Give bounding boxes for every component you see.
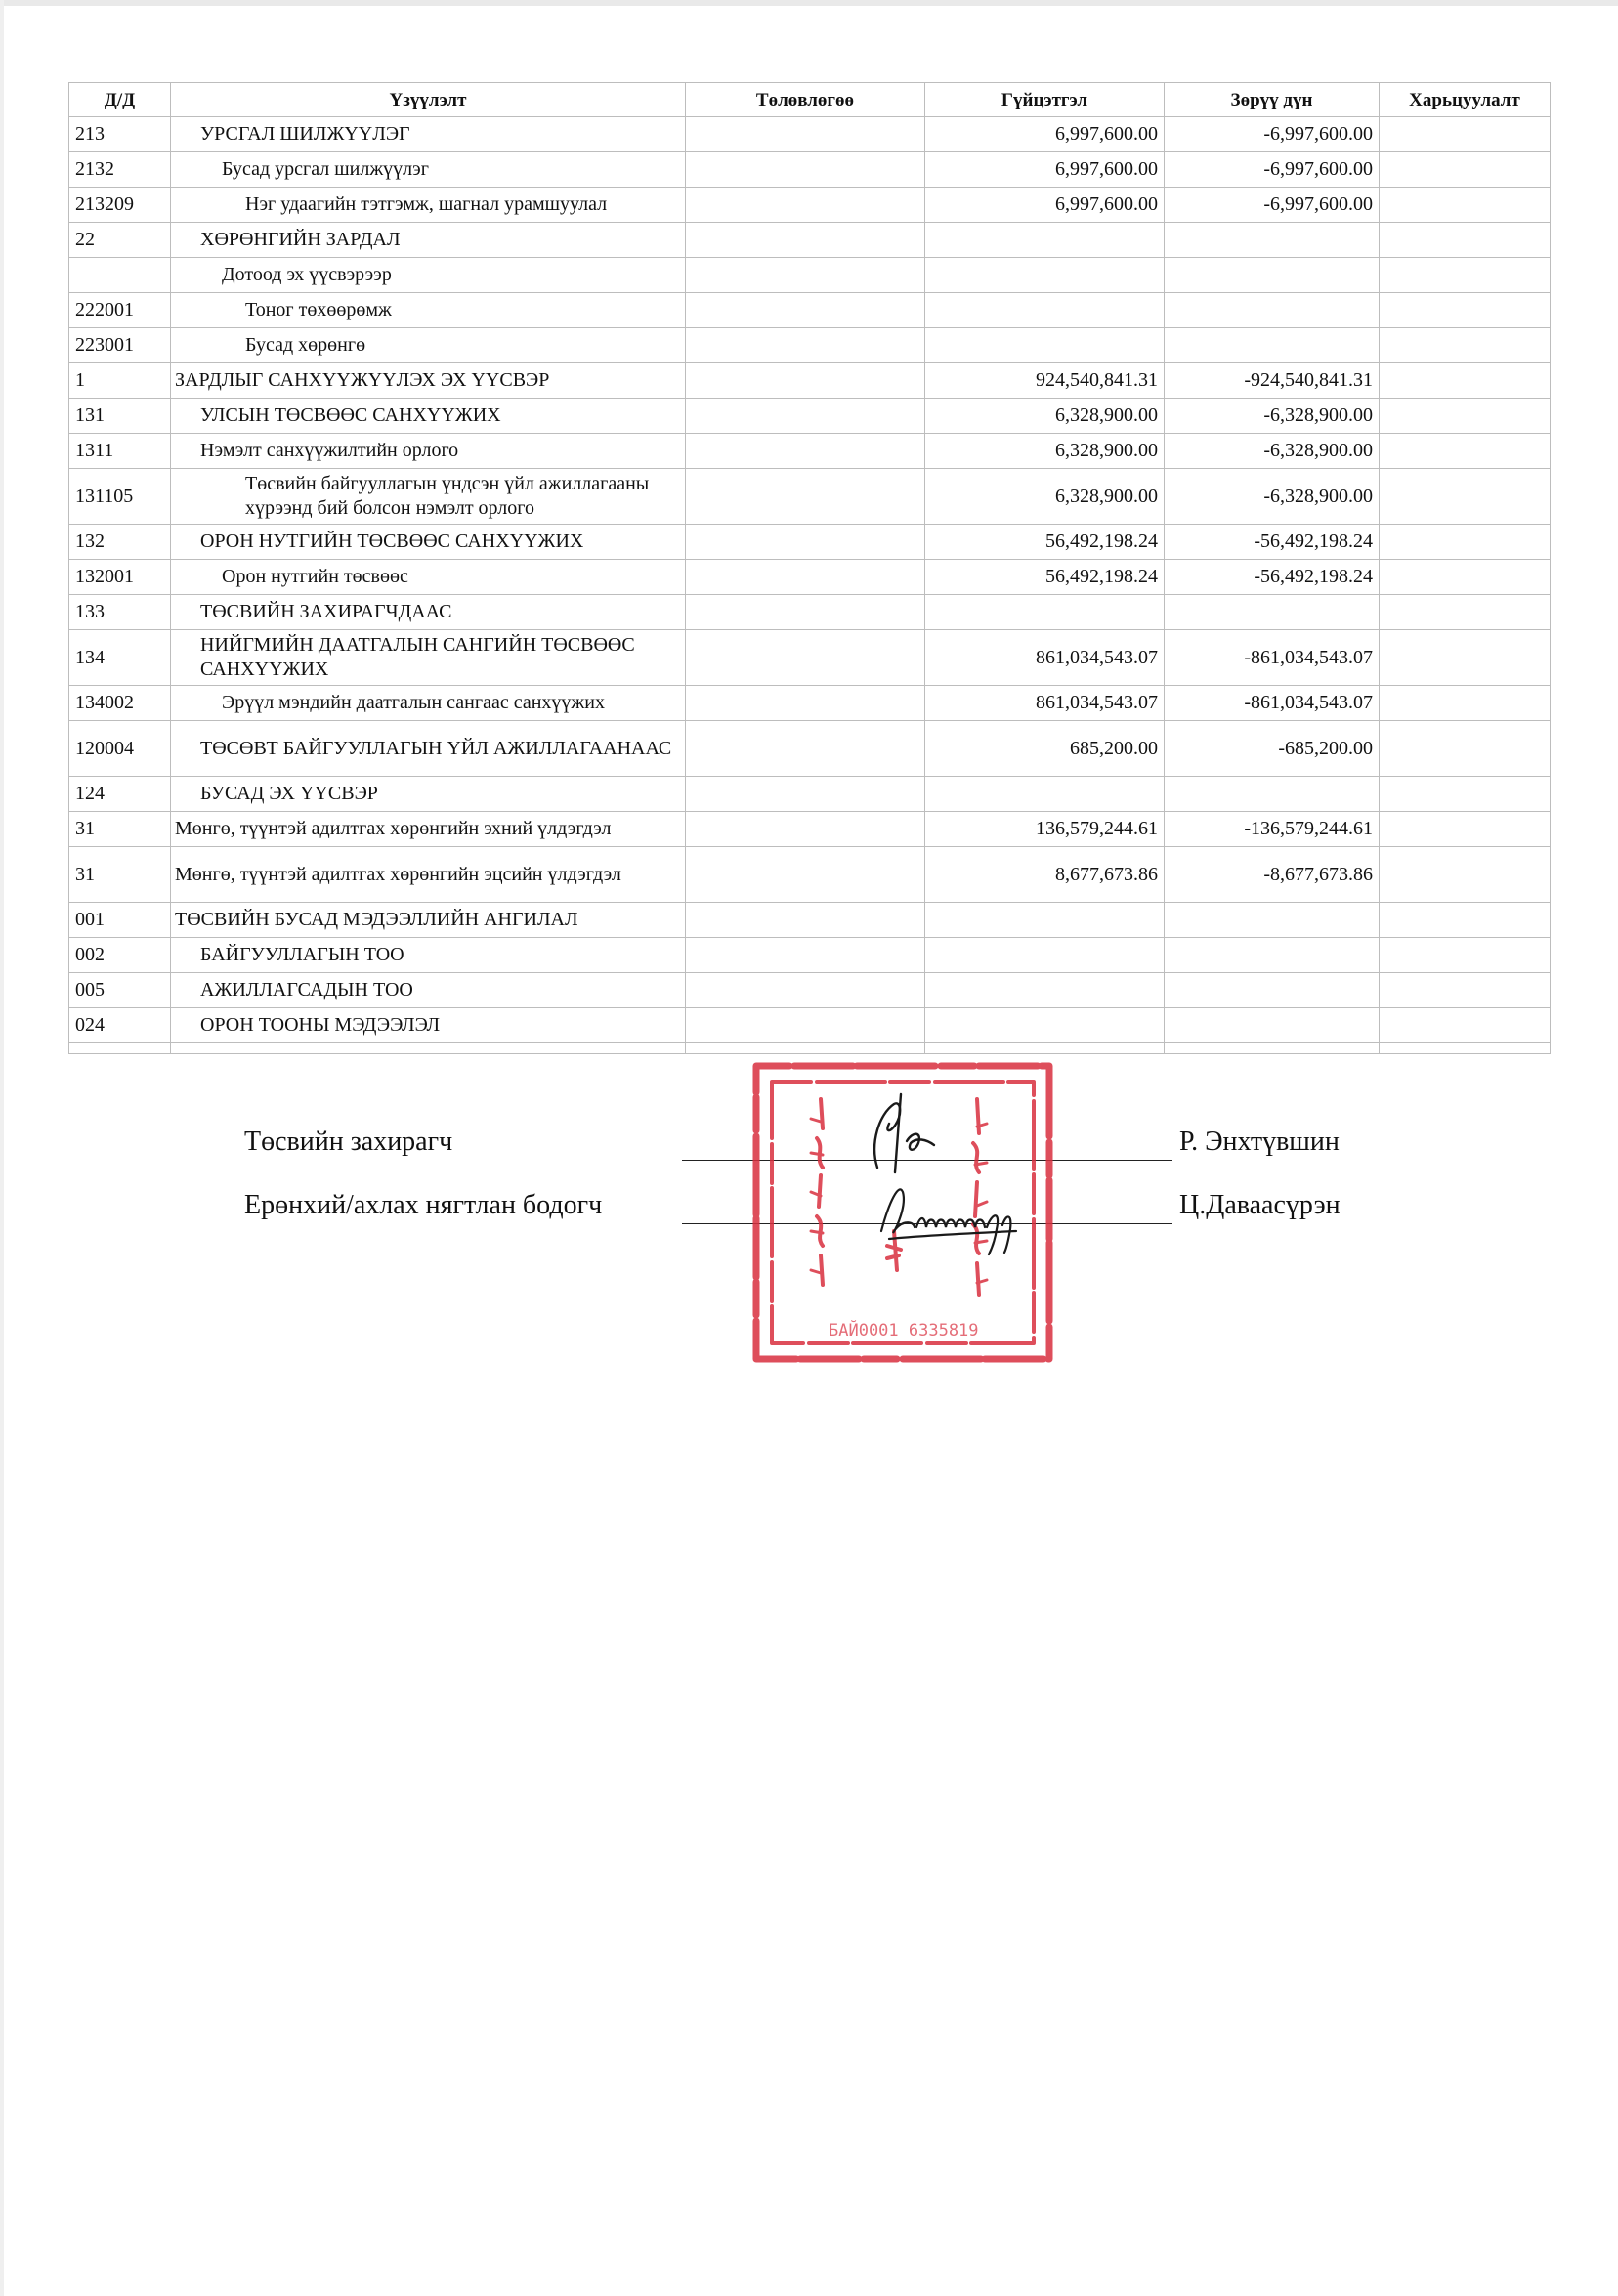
accountant-name: Ц.Даваасүрэн: [1179, 1190, 1341, 1220]
row-indicator-cell: Нэг удаагийн тэтгэмж, шагнал урамшуулал: [171, 188, 686, 223]
row-difference-cell: [1165, 1008, 1380, 1043]
row-actual-cell: [925, 258, 1165, 293]
row-indicator-cell: БАЙГУУЛЛАГЫН ТОО: [171, 938, 686, 973]
row-comparison-cell: [1380, 328, 1551, 363]
row-comparison-cell: [1380, 812, 1551, 847]
row-indicator-cell: БУСАД ЭХ ҮҮСВЭР: [171, 777, 686, 812]
row-difference-cell: -924,540,841.31: [1165, 363, 1380, 399]
tail-cell: [1380, 1043, 1551, 1054]
row-difference-cell: -136,579,244.61: [1165, 812, 1380, 847]
row-difference-cell: [1165, 938, 1380, 973]
row-plan-cell: [686, 399, 925, 434]
row-comparison-cell: [1380, 188, 1551, 223]
row-plan-cell: [686, 1008, 925, 1043]
row-indicator-cell: Бусад урсгал шилжүүлэг: [171, 152, 686, 188]
tail-cell: [1165, 1043, 1380, 1054]
row-plan-cell: [686, 973, 925, 1008]
row-plan-cell: [686, 630, 925, 686]
table-row: [69, 1008, 1551, 1043]
row-indicator-cell: ХӨРӨНГИЙН ЗАРДАЛ: [171, 223, 686, 258]
row-difference-cell: [1165, 777, 1380, 812]
row-difference-cell: -56,492,198.24: [1165, 560, 1380, 595]
row-actual-cell: 924,540,841.31: [925, 363, 1165, 399]
row-indicator-cell: Мөнгө, түүнтэй адилтгах хөрөнгийн эцсийн үлдэгдэл: [171, 847, 686, 903]
table-row: [69, 188, 1551, 223]
row-plan-cell: [686, 812, 925, 847]
table-row: [69, 595, 1551, 630]
row-indicator-cell: ТӨСӨВТ БАЙГУУЛЛАГЫН ҮЙЛ АЖИЛЛАГААНААС: [171, 721, 686, 777]
budget-report-table: [68, 82, 1551, 1054]
table-row: [69, 686, 1551, 721]
row-comparison-cell: [1380, 560, 1551, 595]
row-plan-cell: [686, 686, 925, 721]
row-code-cell: 213: [69, 117, 171, 152]
column-header-actual: Гүйцэтгэл: [925, 83, 1165, 117]
table-row: [69, 938, 1551, 973]
row-actual-cell: 861,034,543.07: [925, 686, 1165, 721]
row-comparison-cell: [1380, 686, 1551, 721]
column-header-plan: Төлөвлөгөө: [686, 83, 925, 117]
table-row: [69, 399, 1551, 434]
row-plan-cell: [686, 434, 925, 469]
row-difference-cell: [1165, 973, 1380, 1008]
row-actual-cell: [925, 293, 1165, 328]
row-actual-cell: 6,328,900.00: [925, 399, 1165, 434]
row-code-cell: 001: [69, 903, 171, 938]
table-row: [69, 152, 1551, 188]
row-difference-cell: [1165, 293, 1380, 328]
row-difference-cell: [1165, 258, 1380, 293]
row-code-cell: 223001: [69, 328, 171, 363]
row-comparison-cell: [1380, 973, 1551, 1008]
row-difference-cell: -861,034,543.07: [1165, 686, 1380, 721]
row-difference-cell: -6,328,900.00: [1165, 399, 1380, 434]
row-code-cell: 002: [69, 938, 171, 973]
column-header-difference: Зөрүү дүн: [1165, 83, 1380, 117]
column-header-indicator: Үзүүлэлт: [171, 83, 686, 117]
row-plan-cell: [686, 938, 925, 973]
row-plan-cell: [686, 560, 925, 595]
table-row: [69, 812, 1551, 847]
tail-cell: [171, 1043, 686, 1054]
row-difference-cell: -6,328,900.00: [1165, 434, 1380, 469]
row-difference-cell: [1165, 328, 1380, 363]
table-header-row: [69, 83, 1551, 117]
row-indicator-cell: Тоног төхөөрөмж: [171, 293, 686, 328]
row-comparison-cell: [1380, 293, 1551, 328]
row-actual-cell: 6,997,600.00: [925, 188, 1165, 223]
row-indicator-cell: ОРОН ТООНЫ МЭДЭЭЛЭЛ: [171, 1008, 686, 1043]
row-code-cell: 005: [69, 973, 171, 1008]
row-actual-cell: 6,328,900.00: [925, 434, 1165, 469]
stamp-serial: БАЙ0001 6335819: [829, 1321, 979, 1340]
row-indicator-cell: Төсвийн байгууллагын үндсэн үйл ажиллагааны хүрээнд бий болсон нэмэлт орлого: [171, 469, 686, 525]
row-comparison-cell: [1380, 117, 1551, 152]
row-indicator-cell: Нэмэлт санхүүжилтийн орлого: [171, 434, 686, 469]
table-row: [69, 525, 1551, 560]
row-indicator-cell: Орон нутгийн төсвөөс: [171, 560, 686, 595]
row-code-cell: 22: [69, 223, 171, 258]
row-plan-cell: [686, 847, 925, 903]
row-code-cell: 024: [69, 1008, 171, 1043]
row-actual-cell: [925, 973, 1165, 1008]
row-comparison-cell: [1380, 938, 1551, 973]
row-indicator-cell: Дотоод эх үүсвэрээр: [171, 258, 686, 293]
row-code-cell: 132001: [69, 560, 171, 595]
row-actual-cell: 136,579,244.61: [925, 812, 1165, 847]
row-code-cell: 1311: [69, 434, 171, 469]
row-actual-cell: 6,997,600.00: [925, 117, 1165, 152]
row-plan-cell: [686, 293, 925, 328]
row-comparison-cell: [1380, 258, 1551, 293]
accountant-signature: [870, 1172, 1036, 1260]
row-code-cell: 1: [69, 363, 171, 399]
row-indicator-cell: АЖИЛЛАГСАДЫН ТОО: [171, 973, 686, 1008]
row-code-cell: 31: [69, 847, 171, 903]
row-comparison-cell: [1380, 847, 1551, 903]
table-body: [69, 117, 1551, 1054]
tail-cell: [925, 1043, 1165, 1054]
table-row: [69, 903, 1551, 938]
row-indicator-cell: УЛСЫН ТӨСВӨӨС САНХҮҮЖИХ: [171, 399, 686, 434]
row-code-cell: 134: [69, 630, 171, 686]
row-comparison-cell: [1380, 721, 1551, 777]
row-indicator-cell: Бусад хөрөнгө: [171, 328, 686, 363]
row-difference-cell: -685,200.00: [1165, 721, 1380, 777]
table-row: [69, 721, 1551, 777]
row-code-cell: 131: [69, 399, 171, 434]
row-plan-cell: [686, 258, 925, 293]
table-row: [69, 117, 1551, 152]
row-comparison-cell: [1380, 152, 1551, 188]
row-actual-cell: [925, 223, 1165, 258]
row-comparison-cell: [1380, 595, 1551, 630]
row-code-cell: 2132: [69, 152, 171, 188]
row-plan-cell: [686, 469, 925, 525]
tail-cell: [686, 1043, 925, 1054]
row-comparison-cell: [1380, 399, 1551, 434]
scan-top-edge: [0, 0, 1618, 6]
row-plan-cell: [686, 363, 925, 399]
row-code-cell: 222001: [69, 293, 171, 328]
row-difference-cell: -6,997,600.00: [1165, 188, 1380, 223]
row-actual-cell: [925, 938, 1165, 973]
row-comparison-cell: [1380, 777, 1551, 812]
row-indicator-cell: ТӨСВИЙН ЗАХИРАГЧДААС: [171, 595, 686, 630]
row-indicator-cell: УРСГАЛ ШИЛЖҮҮЛЭГ: [171, 117, 686, 152]
row-indicator-cell: НИЙГМИЙН ДААТГАЛЫН САНГИЙН ТӨСВӨӨС САНХҮҮЖИХ: [171, 630, 686, 686]
row-comparison-cell: [1380, 434, 1551, 469]
row-indicator-cell: Мөнгө, түүнтэй адилтгах хөрөнгийн эхний үлдэгдэл: [171, 812, 686, 847]
table-row: [69, 560, 1551, 595]
table-row: [69, 293, 1551, 328]
table-row: [69, 328, 1551, 363]
table-row: [69, 973, 1551, 1008]
row-actual-cell: [925, 777, 1165, 812]
row-code-cell: 31: [69, 812, 171, 847]
table-row: [69, 469, 1551, 525]
table-row: [69, 847, 1551, 903]
row-plan-cell: [686, 525, 925, 560]
budget-manager-name: Р. Энхтүвшин: [1179, 1127, 1340, 1157]
row-code-cell: 131105: [69, 469, 171, 525]
row-comparison-cell: [1380, 903, 1551, 938]
table-row: [69, 434, 1551, 469]
row-indicator-cell: ЗАРДЛЫГ САНХҮҮЖҮҮЛЭХ ЭХ ҮҮСВЭР: [171, 363, 686, 399]
tail-cell: [69, 1043, 171, 1054]
row-actual-cell: [925, 903, 1165, 938]
row-difference-cell: [1165, 223, 1380, 258]
row-difference-cell: -6,328,900.00: [1165, 469, 1380, 525]
row-plan-cell: [686, 117, 925, 152]
row-actual-cell: 861,034,543.07: [925, 630, 1165, 686]
row-comparison-cell: [1380, 469, 1551, 525]
row-actual-cell: 56,492,198.24: [925, 560, 1165, 595]
row-code-cell: 124: [69, 777, 171, 812]
row-comparison-cell: [1380, 525, 1551, 560]
row-plan-cell: [686, 777, 925, 812]
row-indicator-cell: ОРОН НУТГИЙН ТӨСВӨӨС САНХҮҮЖИХ: [171, 525, 686, 560]
row-difference-cell: [1165, 595, 1380, 630]
budget-manager-title: Төсвийн захирагч: [244, 1127, 453, 1157]
row-code-cell: 120004: [69, 721, 171, 777]
row-plan-cell: [686, 903, 925, 938]
row-code-cell: 133: [69, 595, 171, 630]
row-actual-cell: 6,997,600.00: [925, 152, 1165, 188]
row-difference-cell: -56,492,198.24: [1165, 525, 1380, 560]
row-actual-cell: 56,492,198.24: [925, 525, 1165, 560]
column-header-comparison: Харьцуулалт: [1380, 83, 1551, 117]
table-tail-row: [69, 1043, 1551, 1054]
row-actual-cell: [925, 1008, 1165, 1043]
accountant-title: Ерөнхий/ахлах нягтлан бодогч: [244, 1190, 603, 1220]
table-row: [69, 630, 1551, 686]
row-comparison-cell: [1380, 223, 1551, 258]
row-actual-cell: [925, 328, 1165, 363]
row-actual-cell: 6,328,900.00: [925, 469, 1165, 525]
row-indicator-cell: Эрүүл мэндийн даатгалын сангаас санхүүжих: [171, 686, 686, 721]
row-comparison-cell: [1380, 630, 1551, 686]
row-code-cell: 134002: [69, 686, 171, 721]
row-plan-cell: [686, 721, 925, 777]
row-comparison-cell: [1380, 363, 1551, 399]
table-row: [69, 223, 1551, 258]
row-difference-cell: -6,997,600.00: [1165, 152, 1380, 188]
table-row: [69, 777, 1551, 812]
row-code-cell: [69, 258, 171, 293]
row-comparison-cell: [1380, 1008, 1551, 1043]
row-difference-cell: -861,034,543.07: [1165, 630, 1380, 686]
row-code-cell: 213209: [69, 188, 171, 223]
column-header-code: Д/Д: [69, 83, 171, 117]
row-actual-cell: [925, 595, 1165, 630]
row-plan-cell: [686, 595, 925, 630]
manager-signature: [850, 1075, 958, 1187]
row-difference-cell: -6,997,600.00: [1165, 117, 1380, 152]
table-row: [69, 258, 1551, 293]
scan-left-edge: [0, 0, 4, 2296]
row-plan-cell: [686, 152, 925, 188]
row-actual-cell: 8,677,673.86: [925, 847, 1165, 903]
row-difference-cell: [1165, 903, 1380, 938]
row-code-cell: 132: [69, 525, 171, 560]
row-difference-cell: -8,677,673.86: [1165, 847, 1380, 903]
row-plan-cell: [686, 223, 925, 258]
row-plan-cell: [686, 328, 925, 363]
table-row: [69, 363, 1551, 399]
row-actual-cell: 685,200.00: [925, 721, 1165, 777]
row-plan-cell: [686, 188, 925, 223]
row-indicator-cell: ТӨСВИЙН БУСАД МЭДЭЭЛЛИЙН АНГИЛАЛ: [171, 903, 686, 938]
